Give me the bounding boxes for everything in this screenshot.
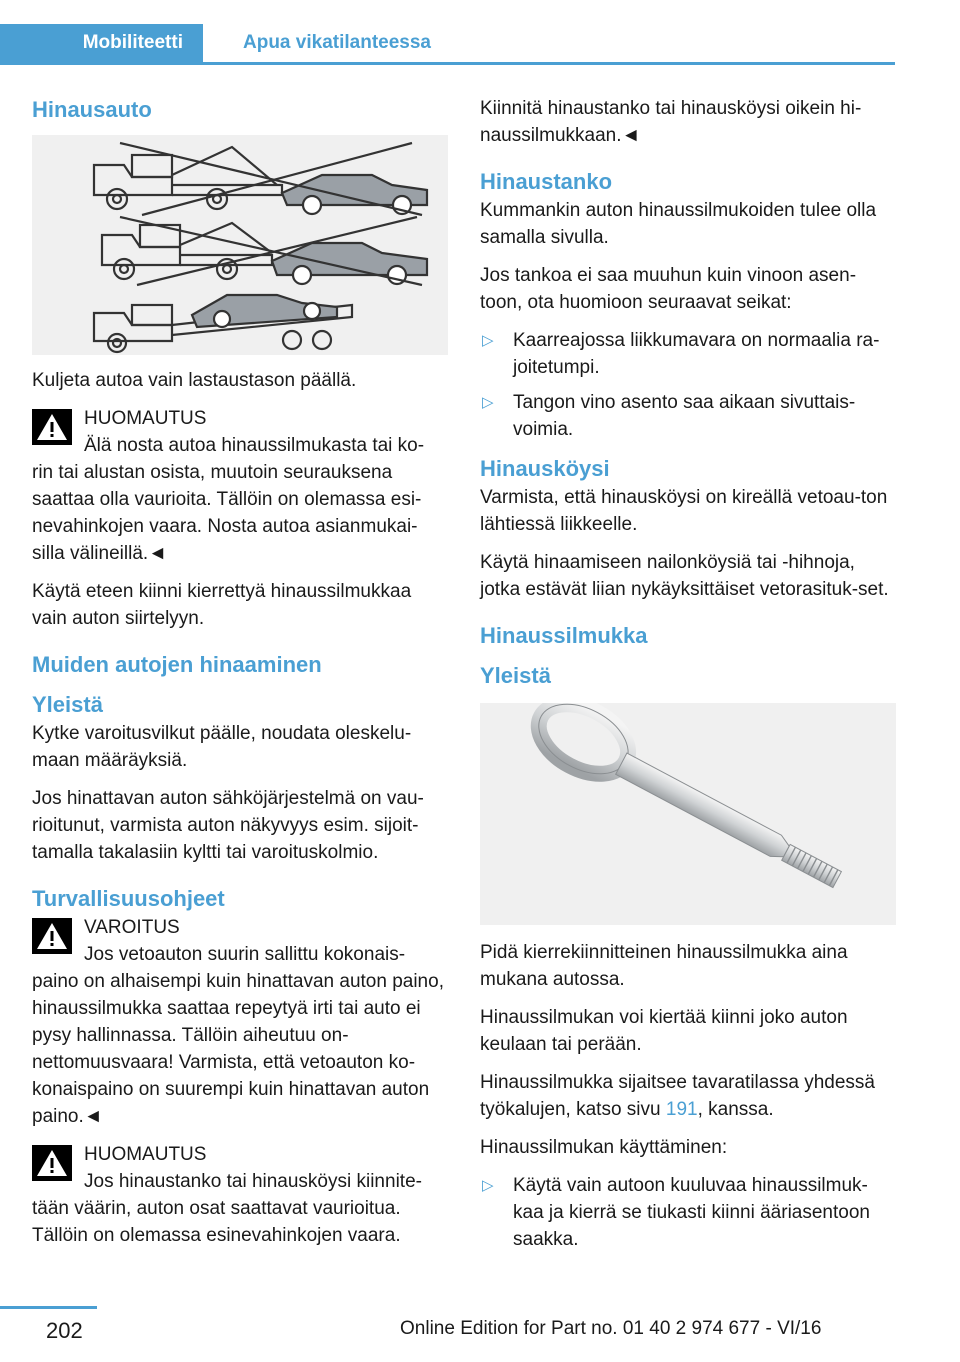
para-sijaitsee-tail: , kanssa.	[697, 1099, 774, 1120]
footer-rule	[0, 1306, 97, 1309]
edition-note: Online Edition for Part no. 01 40 2 974 677 - VI/16	[400, 1318, 822, 1339]
caution-lead: Jos hinaustanko tai hinausköysi kiinnite-	[84, 1171, 422, 1192]
para-jos-tankoa: Jos tankoa ei saa muuhun kuin vinoon asen-toon, ota huomioon seuraavat seikat:	[480, 265, 857, 313]
caution-text: tään väärin, auton osat saattavat vaurioitua. Tällöin on olemassa esinevahinkojen vaara.	[32, 1198, 401, 1246]
caution-lead: Älä nosta autoa hinaussilmukasta tai ko-	[84, 435, 425, 456]
subheading-turvallisuusohjeet: Turvallisuusohjeet	[32, 886, 225, 911]
para-kayttaminen: Hinaussilmukan käyttäminen:	[480, 1137, 728, 1158]
para-pida: Pidä kierrekiinnitteinen hinaussilmukka aina mukana autossa.	[480, 942, 848, 990]
warning-text: paino on alhaisempi kuin hinattavan auton paino, hinaussilmukka saattaa repeytyä irti tai auto ei pysy hallinnassa. Tällöin aiheutuu on-nettomuusvaara! Varmista, että vetoauton ko-konaispaino on suurempi kuin hinattavan auton paino.◄	[32, 971, 444, 1127]
tab-mobiliteetti[interactable]: Mobiliteetti	[0, 24, 203, 62]
caution-title: HUOMAUTUS	[84, 1144, 207, 1165]
caution-title: HUOMAUTUS	[84, 408, 207, 429]
para-sijaitsee	[480, 1069, 896, 1123]
warning-title: VAROITUS	[84, 917, 180, 938]
para-kiinnita: Kiinnitä hinaustanko tai hinausköysi oikein hi-naussilmukkaan.◄	[480, 98, 862, 146]
list-item-text: Tangon vino asento saa aikaan sivuttais-voimia.	[513, 392, 856, 440]
tow-truck-drawing	[32, 135, 448, 355]
chapter-tabs	[0, 24, 895, 65]
warning-triangle-icon	[32, 409, 72, 445]
list-item	[480, 327, 896, 381]
towing-eye-drawing	[480, 703, 896, 925]
left-column	[32, 95, 448, 1260]
triangle-bullet-icon: ▷	[482, 1177, 494, 1194]
subheading-yleista: Yleistä	[32, 692, 103, 717]
subheading-hinauskoysi: Hinausköysi	[480, 456, 610, 481]
para-voi-kiertaa: Hinaussilmukan voi kiertää kiinni joko auton keulaan tai perään.	[480, 1007, 848, 1055]
right-column	[480, 95, 896, 1264]
heading-hinaussilmukka: Hinaussilmukka	[480, 623, 648, 648]
para-sijaitsee-text: Hinaussilmukka sijaitsee tavaratilassa yhdessä työkalujen, katso sivu	[480, 1072, 875, 1120]
caution-block-2	[32, 1141, 448, 1249]
list-tanko	[480, 327, 896, 443]
list-item	[480, 1172, 896, 1253]
list-item	[480, 389, 896, 443]
subheading-hinaustanko: Hinaustanko	[480, 169, 613, 194]
list-item-text: Käytä vain autoon kuuluvaa hinaussilmuk-kaa ja kierrä se tiukasti kiinni ääriasentoon saakka.	[513, 1175, 870, 1250]
page-number: 202	[46, 1318, 83, 1343]
list-item-text: Kaarreajossa liikkumavara on normaalia ra-joitetumpi.	[513, 330, 880, 378]
warning-block	[32, 914, 448, 1130]
heading-hinausauto: Hinausauto	[32, 97, 152, 122]
warning-triangle-icon	[32, 918, 72, 954]
para-kuljeta: Kuljeta autoa vain lastaustason päällä.	[32, 370, 357, 391]
para-kummankin: Kummankin auton hinaussilmukoiden tulee olla samalla sivulla.	[480, 200, 877, 248]
para-kayta-nailon: Käytä hinaamiseen nailonköysiä tai -hihnoja, jotka estävät liian nykäyksittäiset vetorasituk-set.	[480, 552, 889, 600]
caution-block-1	[32, 405, 448, 567]
triangle-bullet-icon: ▷	[482, 332, 494, 349]
warning-lead: Jos vetoauton suurin sallittu kokonais-	[84, 944, 406, 965]
warning-triangle-icon	[32, 1145, 72, 1181]
caution-text: rin tai alustan osista, muutoin seurauksena saattaa olla vaurioita. Tällöin on olemassa esi-nevahinkojen vaara. Nosta autoa asianmukai-silla välineillä.◄	[32, 462, 422, 564]
para-varmista: Varmista, että hinausköysi on kireällä vetoau-ton lähtiessä liikkeelle.	[480, 487, 888, 535]
para-kayta-eteen: Käytä eteen kiinni kierrettyä hinaussilmukkaa vain auton siirtelyyn.	[32, 581, 412, 629]
tab-apua-vikatilanteessa[interactable]: Apua vikatilanteessa	[243, 32, 431, 53]
heading-muiden-autojen: Muiden autojen hinaaminen	[32, 652, 322, 677]
tow-truck-illustration	[32, 135, 448, 355]
list-kaytto	[480, 1172, 896, 1253]
subheading-yleista-2: Yleistä	[480, 663, 551, 688]
para-jos-hinattavan: Jos hinattavan auton sähköjärjestelmä on vau-rioitunut, varmista auton näkyvyys esim. sijoit-tamalla takalasiin kyltti tai varoituskolmio.	[32, 788, 424, 863]
page-link-191[interactable]: 191	[665, 1099, 698, 1120]
triangle-bullet-icon: ▷	[482, 394, 494, 411]
para-kytke: Kytke varoitusvilkut päälle, noudata oleskelu-maan määräyksiä.	[32, 723, 412, 771]
towing-eye-image	[480, 703, 896, 925]
